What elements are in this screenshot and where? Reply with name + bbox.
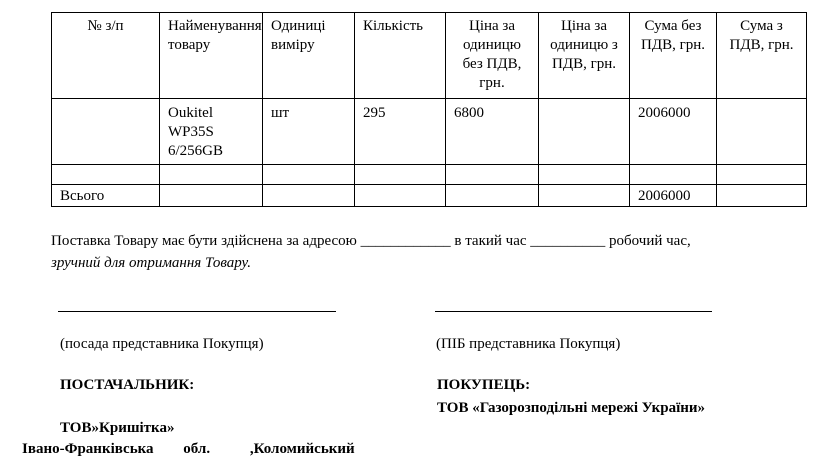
signature-line-left: [58, 311, 336, 312]
supplier-title: ПОСТАЧАЛЬНИК:: [60, 377, 195, 393]
buyer-title: ПОКУПЕЦЬ:: [437, 377, 531, 393]
delivery-address-blank: ____________: [360, 233, 451, 249]
item-sum-no-vat: 2006000: [630, 99, 717, 165]
header-price-no-vat: Ціна за одиницю без ПДВ, грн.: [446, 13, 539, 99]
total-sum-no-vat: 2006000: [630, 185, 717, 207]
supplier-address-abbr: обл.: [183, 441, 211, 457]
table-header-row: [52, 13, 807, 99]
item-price-no-vat: 6800: [446, 99, 539, 165]
supplier-address-district: ,Коломийський: [249, 441, 355, 457]
delivery-text-1: Поставка Товару має бути здійснена за адресою: [51, 233, 357, 249]
supplier-name: ТОВ»Кришітка»: [60, 420, 175, 436]
delivery-text-2: в такий час: [454, 233, 527, 249]
position-caption: (посада представника Покупця): [60, 336, 264, 352]
item-unit: шт: [263, 99, 355, 165]
item-sum-vat: [717, 99, 807, 165]
supplier-address: [22, 441, 355, 458]
header-name: Найменування товару: [160, 13, 263, 99]
table-row: [52, 99, 807, 165]
item-quantity: 295: [355, 99, 446, 165]
table-total-row: [52, 185, 807, 207]
header-number: № з/п: [52, 13, 160, 99]
header-sum-no-vat: Сума без ПДВ, грн.: [630, 13, 717, 99]
buyer-name: ТОВ «Газорозподільні мережі України»: [437, 400, 706, 416]
header-quantity: Кількість: [355, 13, 446, 99]
supplier-address-region: Івано-Франківська: [22, 441, 154, 457]
signature-line-right: [435, 311, 712, 312]
total-label: Всього: [52, 185, 160, 207]
delivery-paragraph: [51, 230, 791, 274]
header-sum-vat: Сума з ПДВ, грн.: [717, 13, 807, 99]
table-empty-row: [52, 165, 807, 185]
item-number: [52, 99, 160, 165]
item-price-vat: [539, 99, 630, 165]
header-unit: Одиниці виміру: [263, 13, 355, 99]
header-price-vat: Ціна за одиницю з ПДВ, грн.: [539, 13, 630, 99]
item-name: Oukitel WP35S 6/256GB: [160, 99, 263, 165]
delivery-text-3: робочий час,: [609, 233, 691, 249]
name-caption: (ПІБ представника Покупця): [436, 336, 621, 352]
delivery-text-4: зручний для отримання Товару.: [51, 255, 251, 271]
goods-table: [51, 12, 807, 207]
delivery-time-blank: __________: [530, 233, 606, 249]
total-sum-vat: [717, 185, 807, 207]
